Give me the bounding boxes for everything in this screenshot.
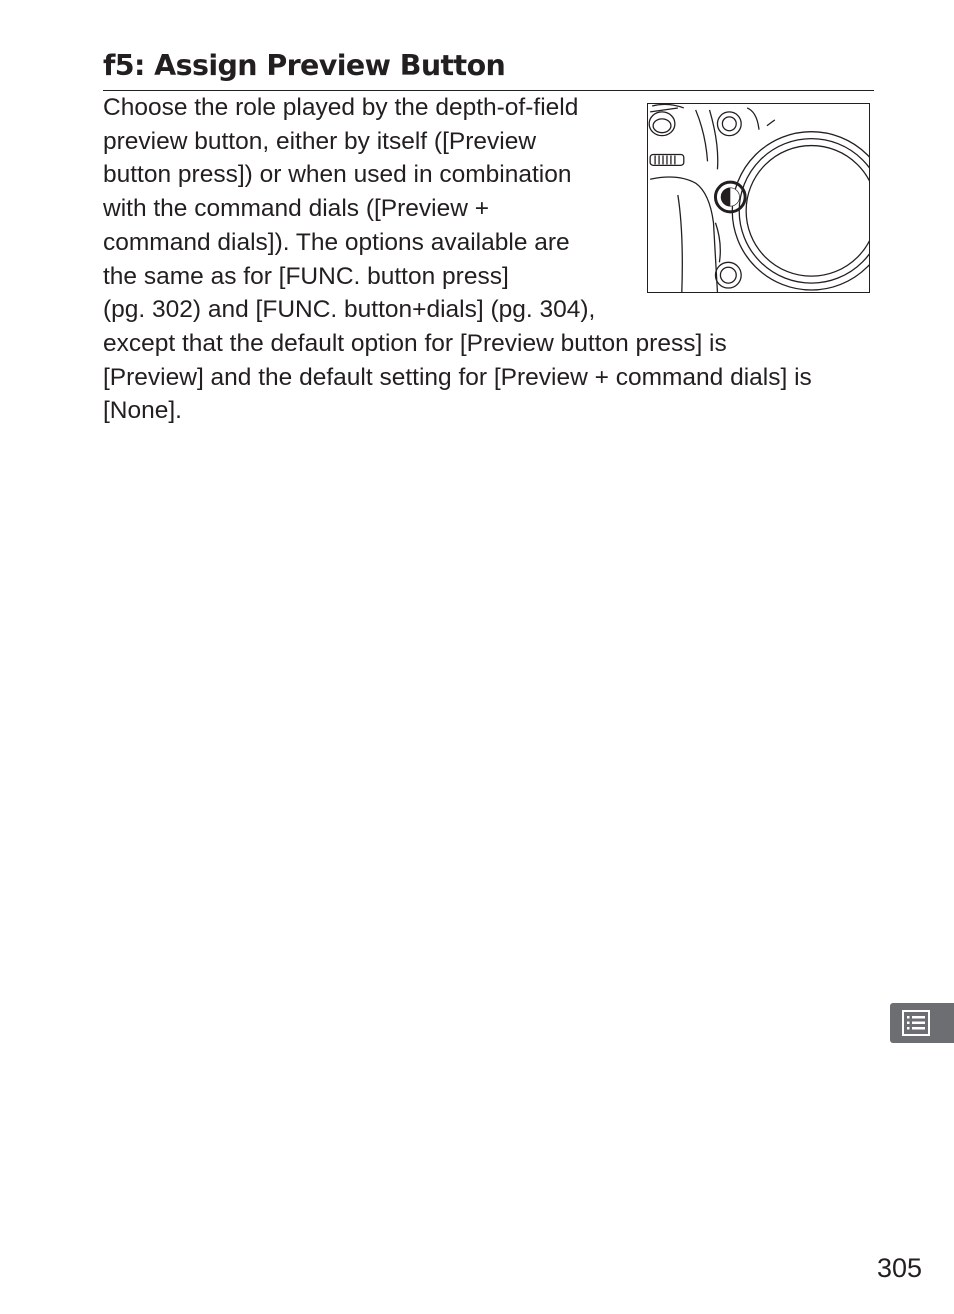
body-line: Choose the role played by the depth-of-field [103,94,579,121]
body-line: (pg. 302) and [FUNC. button+dials] (pg. 304), [103,296,596,324]
body-paragraph-full [103,327,812,428]
page-heading: f5: Assign Preview Button [103,49,506,82]
body-line: except that the default option for [Preview button press] is [103,330,727,357]
body-line: with the command dials ([Preview + [103,195,490,223]
body-paragraph-wrapped [103,91,595,327]
custom-settings-tab [890,1003,954,1043]
body-line: the same as for [FUNC. button press] [103,262,509,290]
body-line: [None]. [103,397,182,425]
body-line: [Preview] and the default setting for [Preview + command dials] is [103,363,812,391]
custom-settings-menu-icon [902,1010,930,1036]
page-number: 305 [877,1253,923,1283]
body-line: button press]) or when used in combination [103,161,572,189]
body-line: command dials]). The options available are [103,228,570,256]
body-line: preview button, either by itself ([Preview [103,127,537,155]
camera-illustration [647,103,870,293]
